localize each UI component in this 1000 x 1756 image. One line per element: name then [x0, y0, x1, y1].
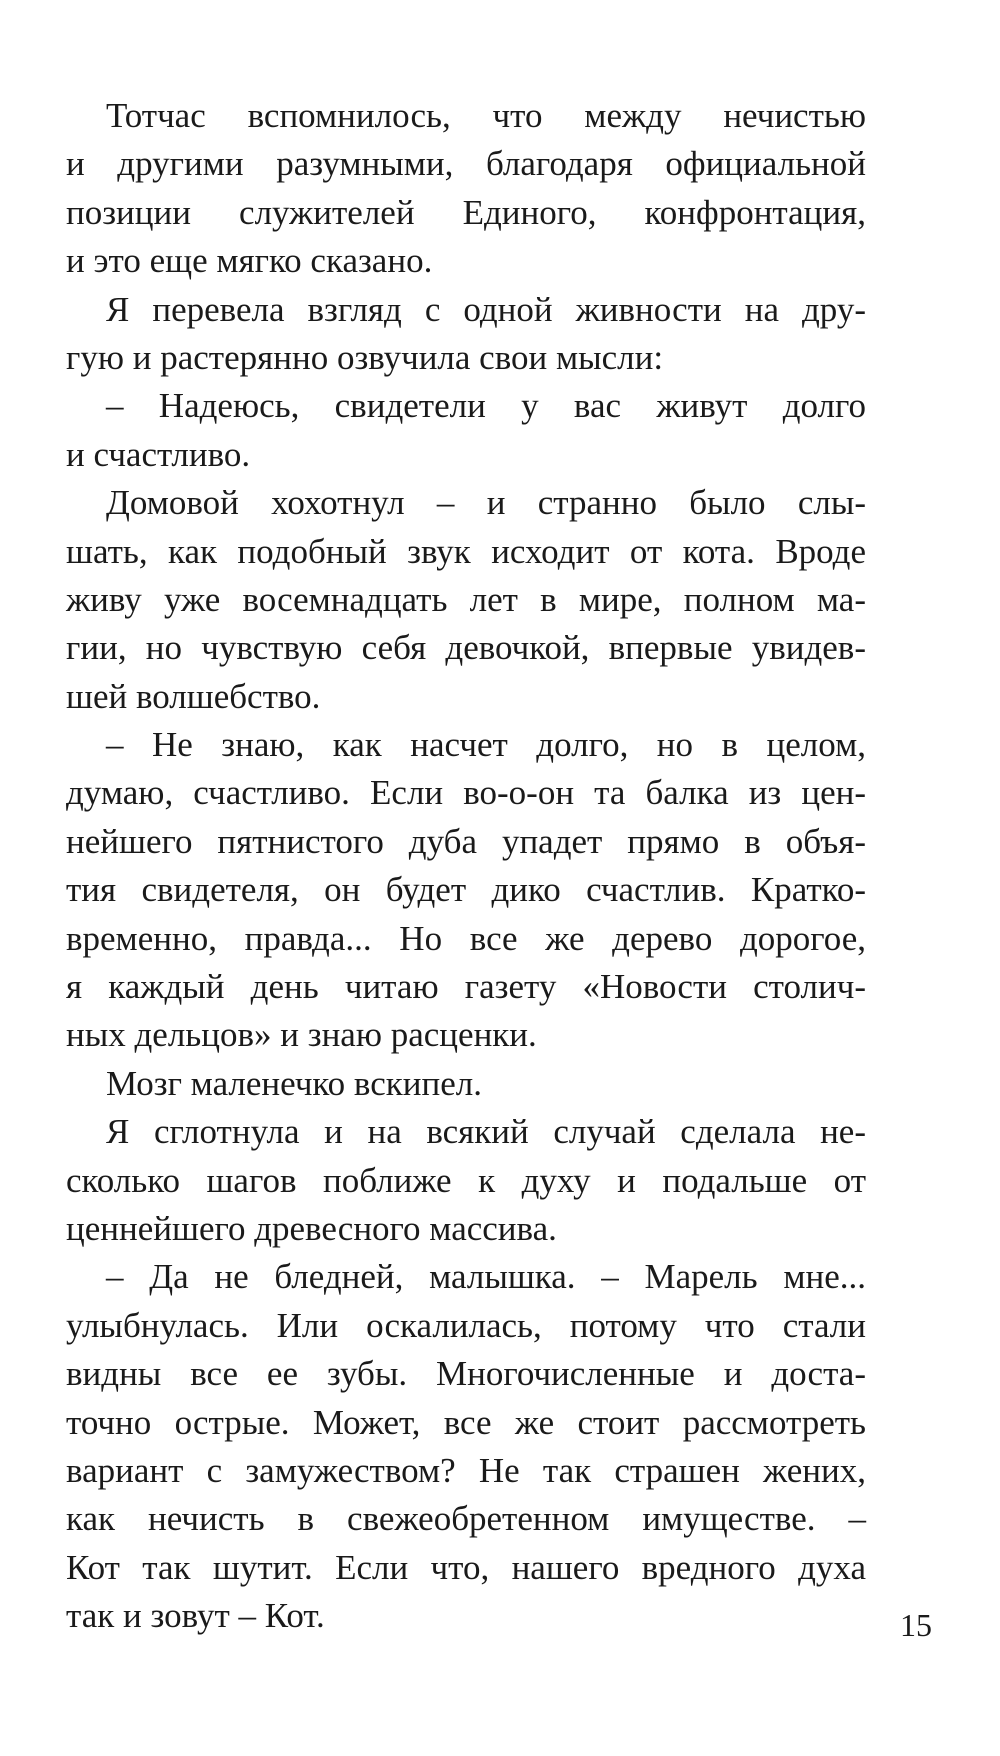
text-line: гии, но чувствую себя девочкой, впервые увидев-	[66, 628, 866, 668]
text-line: Я перевела взгляд с одной живности на дру-	[106, 289, 866, 329]
text-line: ценнейшего древесного массива.	[66, 1208, 557, 1248]
paragraph	[66, 721, 866, 1060]
text-line: точно острые. Может, все же стоит рассмотреть	[66, 1402, 866, 1442]
body-text	[66, 92, 866, 1641]
text-line: Кот так шутит. Если что, нашего вредного духа	[66, 1547, 866, 1587]
text-line: улыбнулась. Или оскалилась, потому что стали	[66, 1305, 866, 1345]
text-line: сколько шагов поближе к духу и подальше от	[66, 1160, 866, 1200]
paragraph	[66, 479, 866, 721]
paragraph	[66, 1060, 866, 1108]
text-line: – Не знаю, как насчет долго, но в целом,	[106, 725, 866, 765]
page-number: 15	[900, 1607, 932, 1643]
text-line: думаю, счастливо. Если во-о-он та балка из цен-	[66, 773, 866, 813]
text-line: и другими разумными, благодаря официальной	[66, 144, 866, 184]
text-line: как нечисть в свежеобретенном имуществе. –	[66, 1499, 866, 1539]
text-line: гую и растерянно озвучила свои мысли:	[66, 337, 664, 377]
text-line: и это еще мягко сказано.	[66, 241, 433, 281]
text-line: ных дельцов» и знаю расценки.	[66, 1015, 537, 1055]
text-line: позиции служителей Единого, конфронтация,	[66, 192, 866, 232]
text-line: тия свидетеля, он будет дико счастлив. Кратко-	[66, 870, 866, 910]
text-line: и счастливо.	[66, 434, 251, 474]
text-line: нейшего пятнистого дуба упадет прямо в объя-	[66, 821, 866, 861]
text-line: видны все ее зубы. Многочисленные и доста-	[66, 1354, 866, 1394]
text-line: шей волшебство.	[66, 676, 321, 716]
paragraph	[66, 1108, 866, 1253]
paragraph	[66, 382, 866, 479]
text-line: Тотчас вспомнилось, что между нечистью	[106, 96, 866, 135]
text-line: я каждый день читаю газету «Новости столич-	[66, 967, 866, 1007]
text-line: так и зовут – Кот.	[66, 1596, 325, 1636]
text-line: шать, как подобный звук исходит от кота. Вроде	[66, 531, 866, 571]
text-line: Я сглотнула и на всякий случай сделала не-	[106, 1112, 866, 1152]
paragraph	[66, 286, 866, 383]
paragraph	[66, 92, 866, 286]
text-line: живу уже восемнадцать лет в мире, полном ма-	[66, 579, 866, 619]
text-line: Мозг маленечко вскипел.	[106, 1063, 482, 1103]
paragraph	[66, 1253, 866, 1640]
text-line: Домовой хохотнул – и странно было слы-	[106, 483, 866, 523]
text-line: – Надеюсь, свидетели у вас живут долго	[106, 386, 866, 426]
text-line: временно, правда... Но все же дерево дорогое,	[66, 918, 866, 958]
text-line: вариант с замужеством? Не так страшен жених,	[66, 1450, 866, 1490]
text-line: – Да не бледней, малышка. – Марель мне...	[106, 1257, 866, 1297]
